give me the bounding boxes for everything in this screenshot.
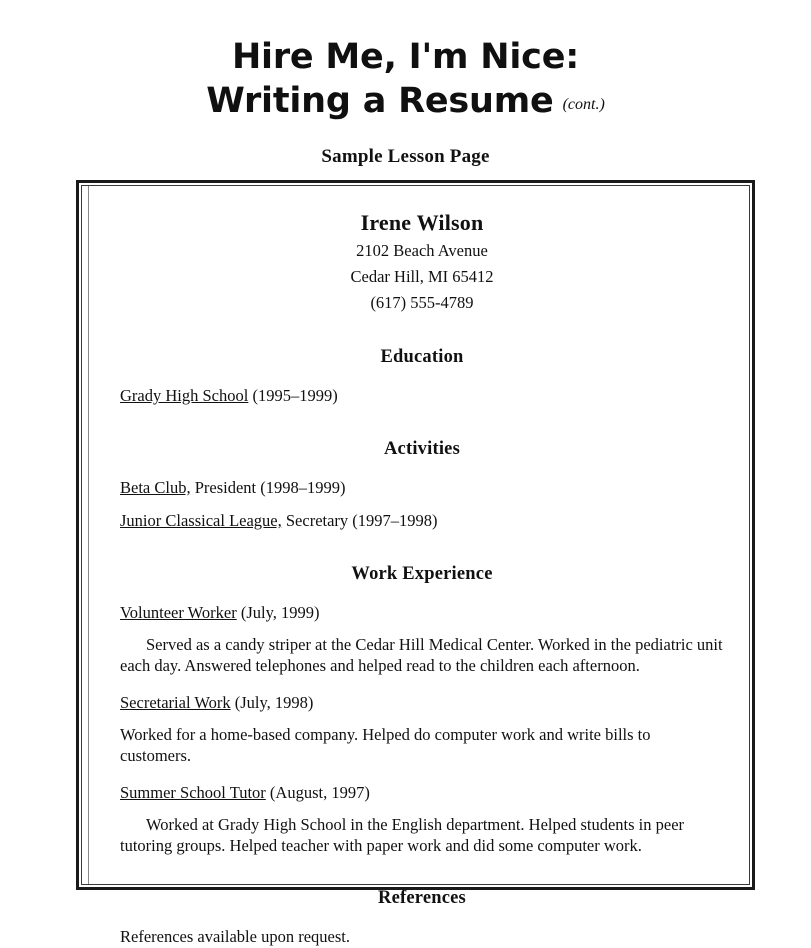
job-entry <box>120 692 724 714</box>
resume-page-frame-inner <box>81 185 750 946</box>
lesson-title-line-1: Hire Me, I'm Nice: <box>231 37 580 77</box>
job-description: Worked at Grady High School in the English department. Helped students in peer tutoring groups. Helped teacher with paper work and did some computer work. <box>120 815 685 855</box>
section-heading-activities: Activities <box>384 439 460 459</box>
activity-entry <box>120 510 724 532</box>
education-years: (1995–1999) <box>248 386 338 405</box>
page-header <box>0 0 811 168</box>
job-entry <box>120 782 724 804</box>
page-subtitle: Sample Lesson Page <box>321 146 490 167</box>
job-description: Worked for a home-based company. Helped do computer work and write bills to customers. <box>120 725 651 765</box>
applicant-street: 2102 Beach Avenue <box>356 241 488 260</box>
job-description: Served as a candy striper at the Cedar Hill Medical Center. Worked in the pediatric unit each day. Answered telephones and helped read to the children each afternoon. <box>120 635 723 675</box>
activity-organization: Beta Club, <box>120 478 191 497</box>
references-text: References available upon request. <box>120 927 350 946</box>
continuation-note: (cont.) <box>562 96 605 113</box>
activity-role: Secretary (1997–1998) <box>281 511 438 530</box>
job-date: (August, 1997) <box>265 783 370 802</box>
job-title: Summer School Tutor <box>120 783 266 802</box>
job-title: Secretarial Work <box>120 693 231 712</box>
lesson-title-line-2 <box>0 80 811 129</box>
page-gutter-rule <box>88 186 89 884</box>
resume-content <box>120 186 724 948</box>
section-heading-education: Education <box>380 347 464 367</box>
activity-organization: Junior Classical League, <box>120 511 282 530</box>
section-heading-work-experience: Work Experience <box>351 564 493 584</box>
job-entry <box>120 602 724 624</box>
section-heading-references: References <box>378 888 466 908</box>
activity-entry <box>120 477 724 499</box>
job-date: (July, 1999) <box>236 603 320 622</box>
activity-role: President (1998–1999) <box>190 478 346 497</box>
resume-page-frame <box>76 180 755 946</box>
job-title: Volunteer Worker <box>120 603 237 622</box>
job-date: (July, 1998) <box>230 693 314 712</box>
applicant-name: Irene Wilson <box>360 210 484 235</box>
lesson-title-line-2-text: Writing a Resume <box>206 81 554 121</box>
education-entry <box>120 385 724 407</box>
applicant-phone: (617) 555-4789 <box>370 293 474 312</box>
education-school-name: Grady High School <box>120 386 249 405</box>
applicant-city-state-zip: Cedar Hill, MI 65412 <box>350 267 494 286</box>
lesson-title <box>0 36 811 129</box>
